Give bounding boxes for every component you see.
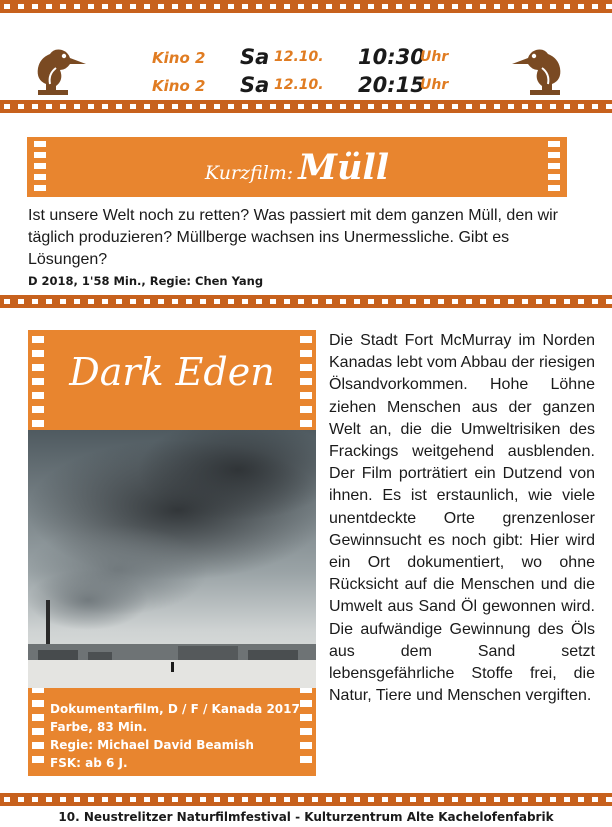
day-label: Sa: [240, 45, 270, 69]
uhr-label: Uhr: [420, 49, 449, 65]
middle-film-strip: [0, 295, 612, 308]
main-film-info: [50, 700, 300, 772]
short-film-title: Müll: [298, 147, 390, 188]
info-line: Farbe, 83 Min.: [50, 720, 148, 734]
short-film-prefix: Kurzfilm:: [204, 162, 294, 184]
footer-text: 10. Neustrelitzer Naturfilmfestival - Kulturzentrum Alte Kachelofenfabrik: [58, 810, 554, 824]
schedule-row-1: [152, 45, 452, 71]
short-film-credit: D 2018, 1'58 Min., Regie: Chen Yang: [28, 274, 264, 288]
date-label: 12.10.: [274, 49, 324, 65]
short-film-heading: [27, 147, 567, 188]
main-film-title: Dark Eden: [69, 350, 275, 394]
date-label: 12.10.: [274, 77, 324, 93]
info-line: Dokumentarfilm, D / F / Kanada 2017: [50, 702, 300, 716]
uhr-label: Uhr: [420, 77, 449, 93]
day-label: Sa: [240, 73, 270, 97]
info-line: FSK: ab 6 J.: [50, 756, 128, 770]
info-line: Regie: Michael David Beamish: [50, 738, 254, 752]
short-film-description: Ist unsere Welt noch zu retten? Was passiert mit dem ganzen Müll, den wir täglich produzieren? Müllberge wachsen ins Unermessliche. Gibt es Lösungen?: [28, 207, 559, 268]
pelican-icon: [510, 40, 572, 98]
schedule-row-2: [152, 73, 452, 99]
kino-label: Kino 2: [152, 49, 206, 67]
main-film-description: Die Stadt Fort McMurray im Norden Kanadas lebt vom Abbau der riesigen Ölsandvorkommen. Hohe Löhne ziehen Menschen aus der ganzen Welt an, die die Umweltrisiken des Frackings weitgehend ausblenden. Der Film porträtiert ein Dutzend von ihnen. Es ist erstaunlich, wie viele unentdeckte Orte grenzenloser Gewinnsucht es noch gibt: Hier wird ein Ort dokumentiert, wo ohne Rücksicht auf die Menschen und die Umwelt aus Sand Öl gewonnen wird. Die aufwändige Gewinnung des Öls aus dem Sand setzt lebensgefährliche Stoffe frei, die Natur, Tiere und Menschen vergiften.: [329, 332, 595, 705]
kino-label: Kino 2: [152, 77, 206, 95]
short-film-title-box: [27, 137, 567, 197]
time-label: 20:15: [358, 73, 425, 97]
poster: [28, 330, 316, 776]
time-label: 10:30: [358, 45, 425, 69]
poster-image: [28, 430, 316, 688]
bottom-film-strip: [0, 793, 612, 806]
pelican-icon: [26, 40, 88, 98]
